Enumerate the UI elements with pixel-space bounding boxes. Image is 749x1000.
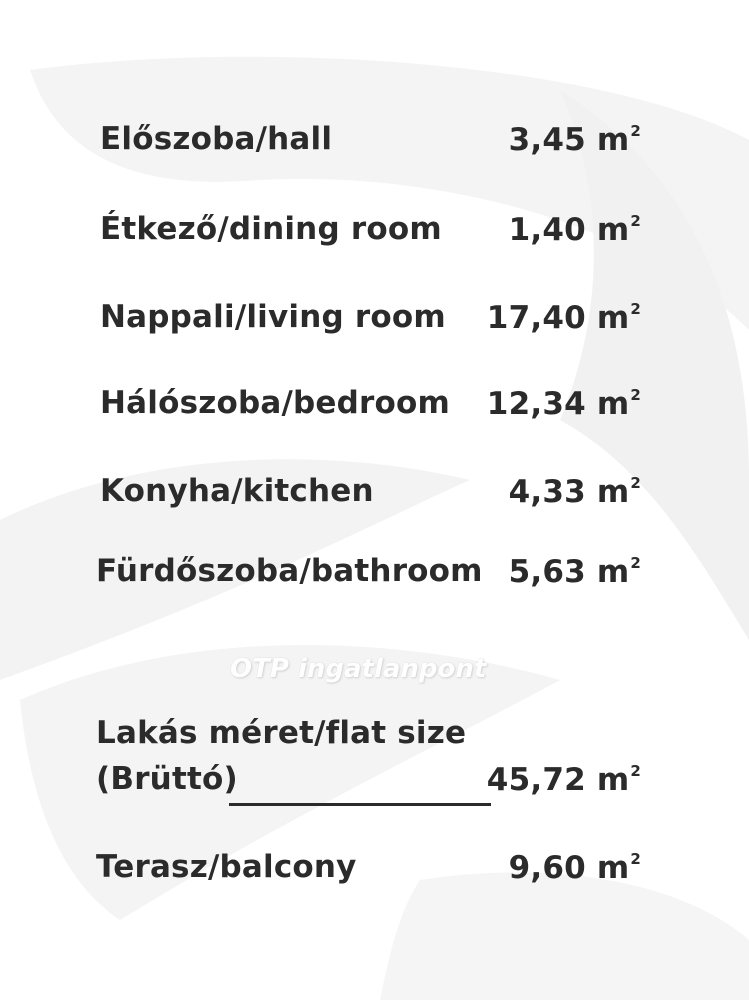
room-area: 3,45 $m^2$ [508,122,641,158]
flat-size-label: Lakás méret/flat size [96,715,467,751]
room-area: 12,34 $m^2$ [486,386,641,422]
balcony-label: Terasz/balcony [96,849,357,885]
room-label: Nappali/living room [100,299,446,335]
watermark-text: OTP ingatlanpont [230,654,487,684]
room-area: 5,63 $m^2$ [508,554,641,590]
balcony-area: 9,60 $m^2$ [508,850,641,886]
flat-size-gross-label: (Brüttó) [96,761,238,797]
flat-size-area: 45,72 $m^2$ [486,762,641,798]
room-label: Fürdőszoba/bathroom [96,553,483,589]
room-label: Hálószoba/bedroom [100,385,451,421]
room-area: 4,33 $m^2$ [508,474,641,510]
underline-divider [229,803,491,806]
room-label: Étkező/dining room [100,211,442,247]
room-label: Konyha/kitchen [100,473,374,509]
room-area: 17,40 $m^2$ [486,300,641,336]
room-area: 1,40 $m^2$ [508,212,641,248]
room-label: Előszoba/hall [100,121,333,157]
